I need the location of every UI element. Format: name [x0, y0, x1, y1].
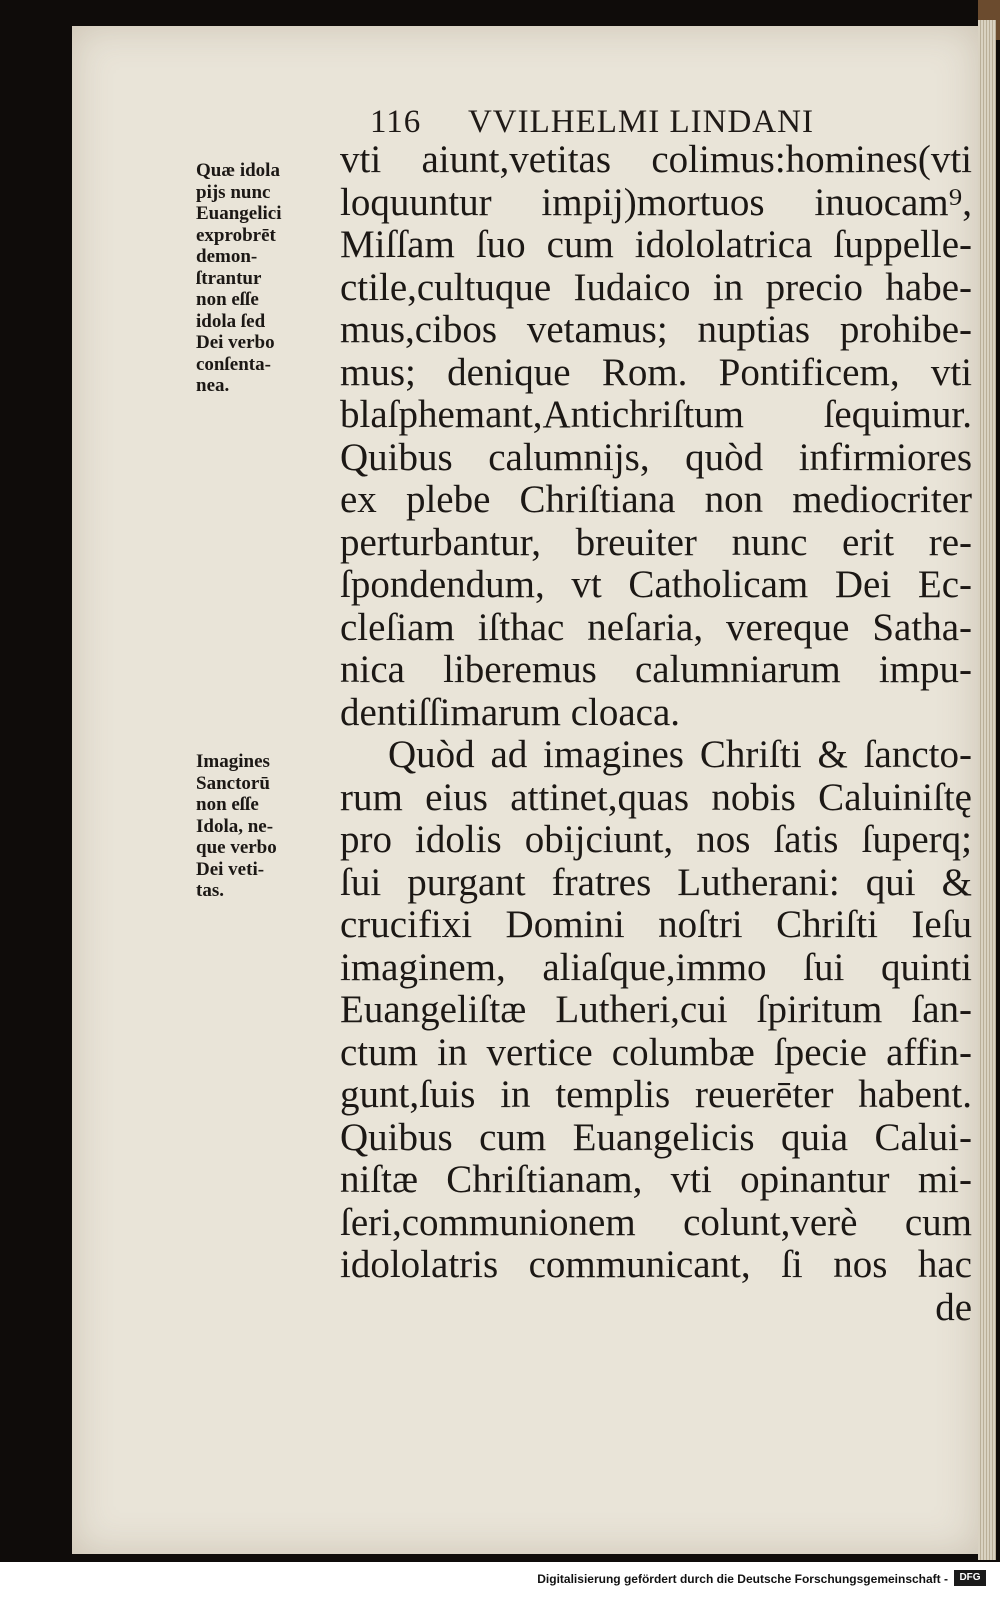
marginal-note-line: non eſſe — [196, 794, 259, 815]
text-line: mus; denique Rom. Pontificem, vti — [340, 350, 972, 394]
footer-bar — [0, 1562, 1000, 1597]
text-line: niſtæ Chriſtianam, vti opinantur mi- — [340, 1158, 972, 1201]
text-line: blaſphemant,Antichriſtum ſequimur. — [340, 393, 972, 436]
text-line: pro idolis obijciunt, nos ſatis ſuperq; — [340, 818, 972, 861]
text-line: Quibus calumnijs, quòd infirmiores — [340, 435, 972, 479]
funding-credit: Digitalisierung gefördert durch die Deutsche Forschungsgemeinschaft - — [537, 1572, 948, 1586]
dfg-logo: DFG — [954, 1570, 986, 1586]
marginal-note-line: ſtrantur — [196, 267, 262, 289]
text-line: dentiſſimarum cloaca. — [340, 690, 681, 734]
body-text — [340, 139, 972, 1329]
text-line: cleſiam iſthac neſaria, vereque Satha- — [340, 605, 972, 649]
text-line: Miſſam ſuo cum idololatrica ſuppelle- — [340, 223, 972, 266]
text-line: ex plebe Chriſtiana non mediocriter — [340, 478, 972, 521]
running-title: VVILHELMI LINDANI — [467, 104, 814, 140]
text-line: ſui purgant fratres Lutherani: qui & — [340, 860, 972, 904]
text-line: perturbantur, breuiter nunc erit re- — [340, 520, 972, 564]
text-line: ctile,cultuque Iudaico in precio habe- — [340, 265, 972, 309]
marginal-note-line: que verbo — [196, 837, 277, 858]
text-line: idololatris communicant, ſi nos hac — [340, 1243, 972, 1286]
text-line: mus,cibos vetamus; nuptias prohibe- — [340, 308, 972, 351]
marginal-note-line: non eſſe — [196, 289, 259, 310]
marginal-note-line: Euangelici — [196, 203, 282, 224]
text-line: loquuntur impij)mortuos inuocam⁹, — [340, 180, 972, 224]
text-line: ſeri,communionem colunt,verè cum — [340, 1200, 972, 1244]
text-line: Quibus cum Euangelicis quia Calui- — [340, 1115, 972, 1159]
marginal-note-line: Quæ idola — [196, 160, 280, 181]
text-line: nica liberemus calumniarum impu- — [340, 648, 972, 691]
text-line: gunt,ſuis in templis reuerēter habent. — [340, 1073, 972, 1116]
marginal-note-line: exprobrēt — [196, 224, 276, 246]
marginal-note — [196, 160, 341, 397]
text-line: ctum in vertice columbæ ſpecie affin- — [340, 1030, 972, 1074]
page-number: 116 — [370, 104, 422, 140]
text-line: imaginem, aliaſque,immo ſui quinti — [340, 945, 972, 989]
marginal-note-line: idola ſed — [196, 310, 266, 332]
text-line: ſpondendum, vt Catholicam Dei Ec- — [340, 563, 972, 606]
text-line: crucifixi Domini noſtri Chriſti Ieſu — [340, 903, 972, 946]
marginal-note-line: Idola, ne- — [196, 815, 274, 837]
marginal-note-line: Dei verbo — [196, 332, 275, 353]
text-line: rum eius attinet,quas nobis Caluiniſtę — [340, 775, 972, 819]
page-fore-edge — [978, 20, 996, 1560]
marginal-note-line: tas. — [196, 880, 224, 901]
marginal-note-line: nea. — [196, 375, 230, 396]
marginal-note-line: Sanctorū — [196, 772, 270, 794]
text-line: Quòd ad imagines Chriſti & ſancto- — [388, 733, 972, 776]
text-line: Euangeliſtæ Lutheri,cui ſpiritum ſan- — [340, 988, 972, 1031]
marginal-note — [196, 751, 341, 902]
marginal-note-line: conſenta- — [196, 353, 271, 375]
text-line: vti aiunt,vetitas colimus:homines(vti — [340, 138, 972, 181]
marginal-note-line: demon- — [196, 246, 258, 267]
catchword: de — [935, 1285, 972, 1329]
marginal-note-line: Imagines — [196, 751, 270, 772]
marginal-note-line: pijs nunc — [196, 181, 271, 203]
marginal-note-line: Dei veti- — [196, 858, 265, 880]
